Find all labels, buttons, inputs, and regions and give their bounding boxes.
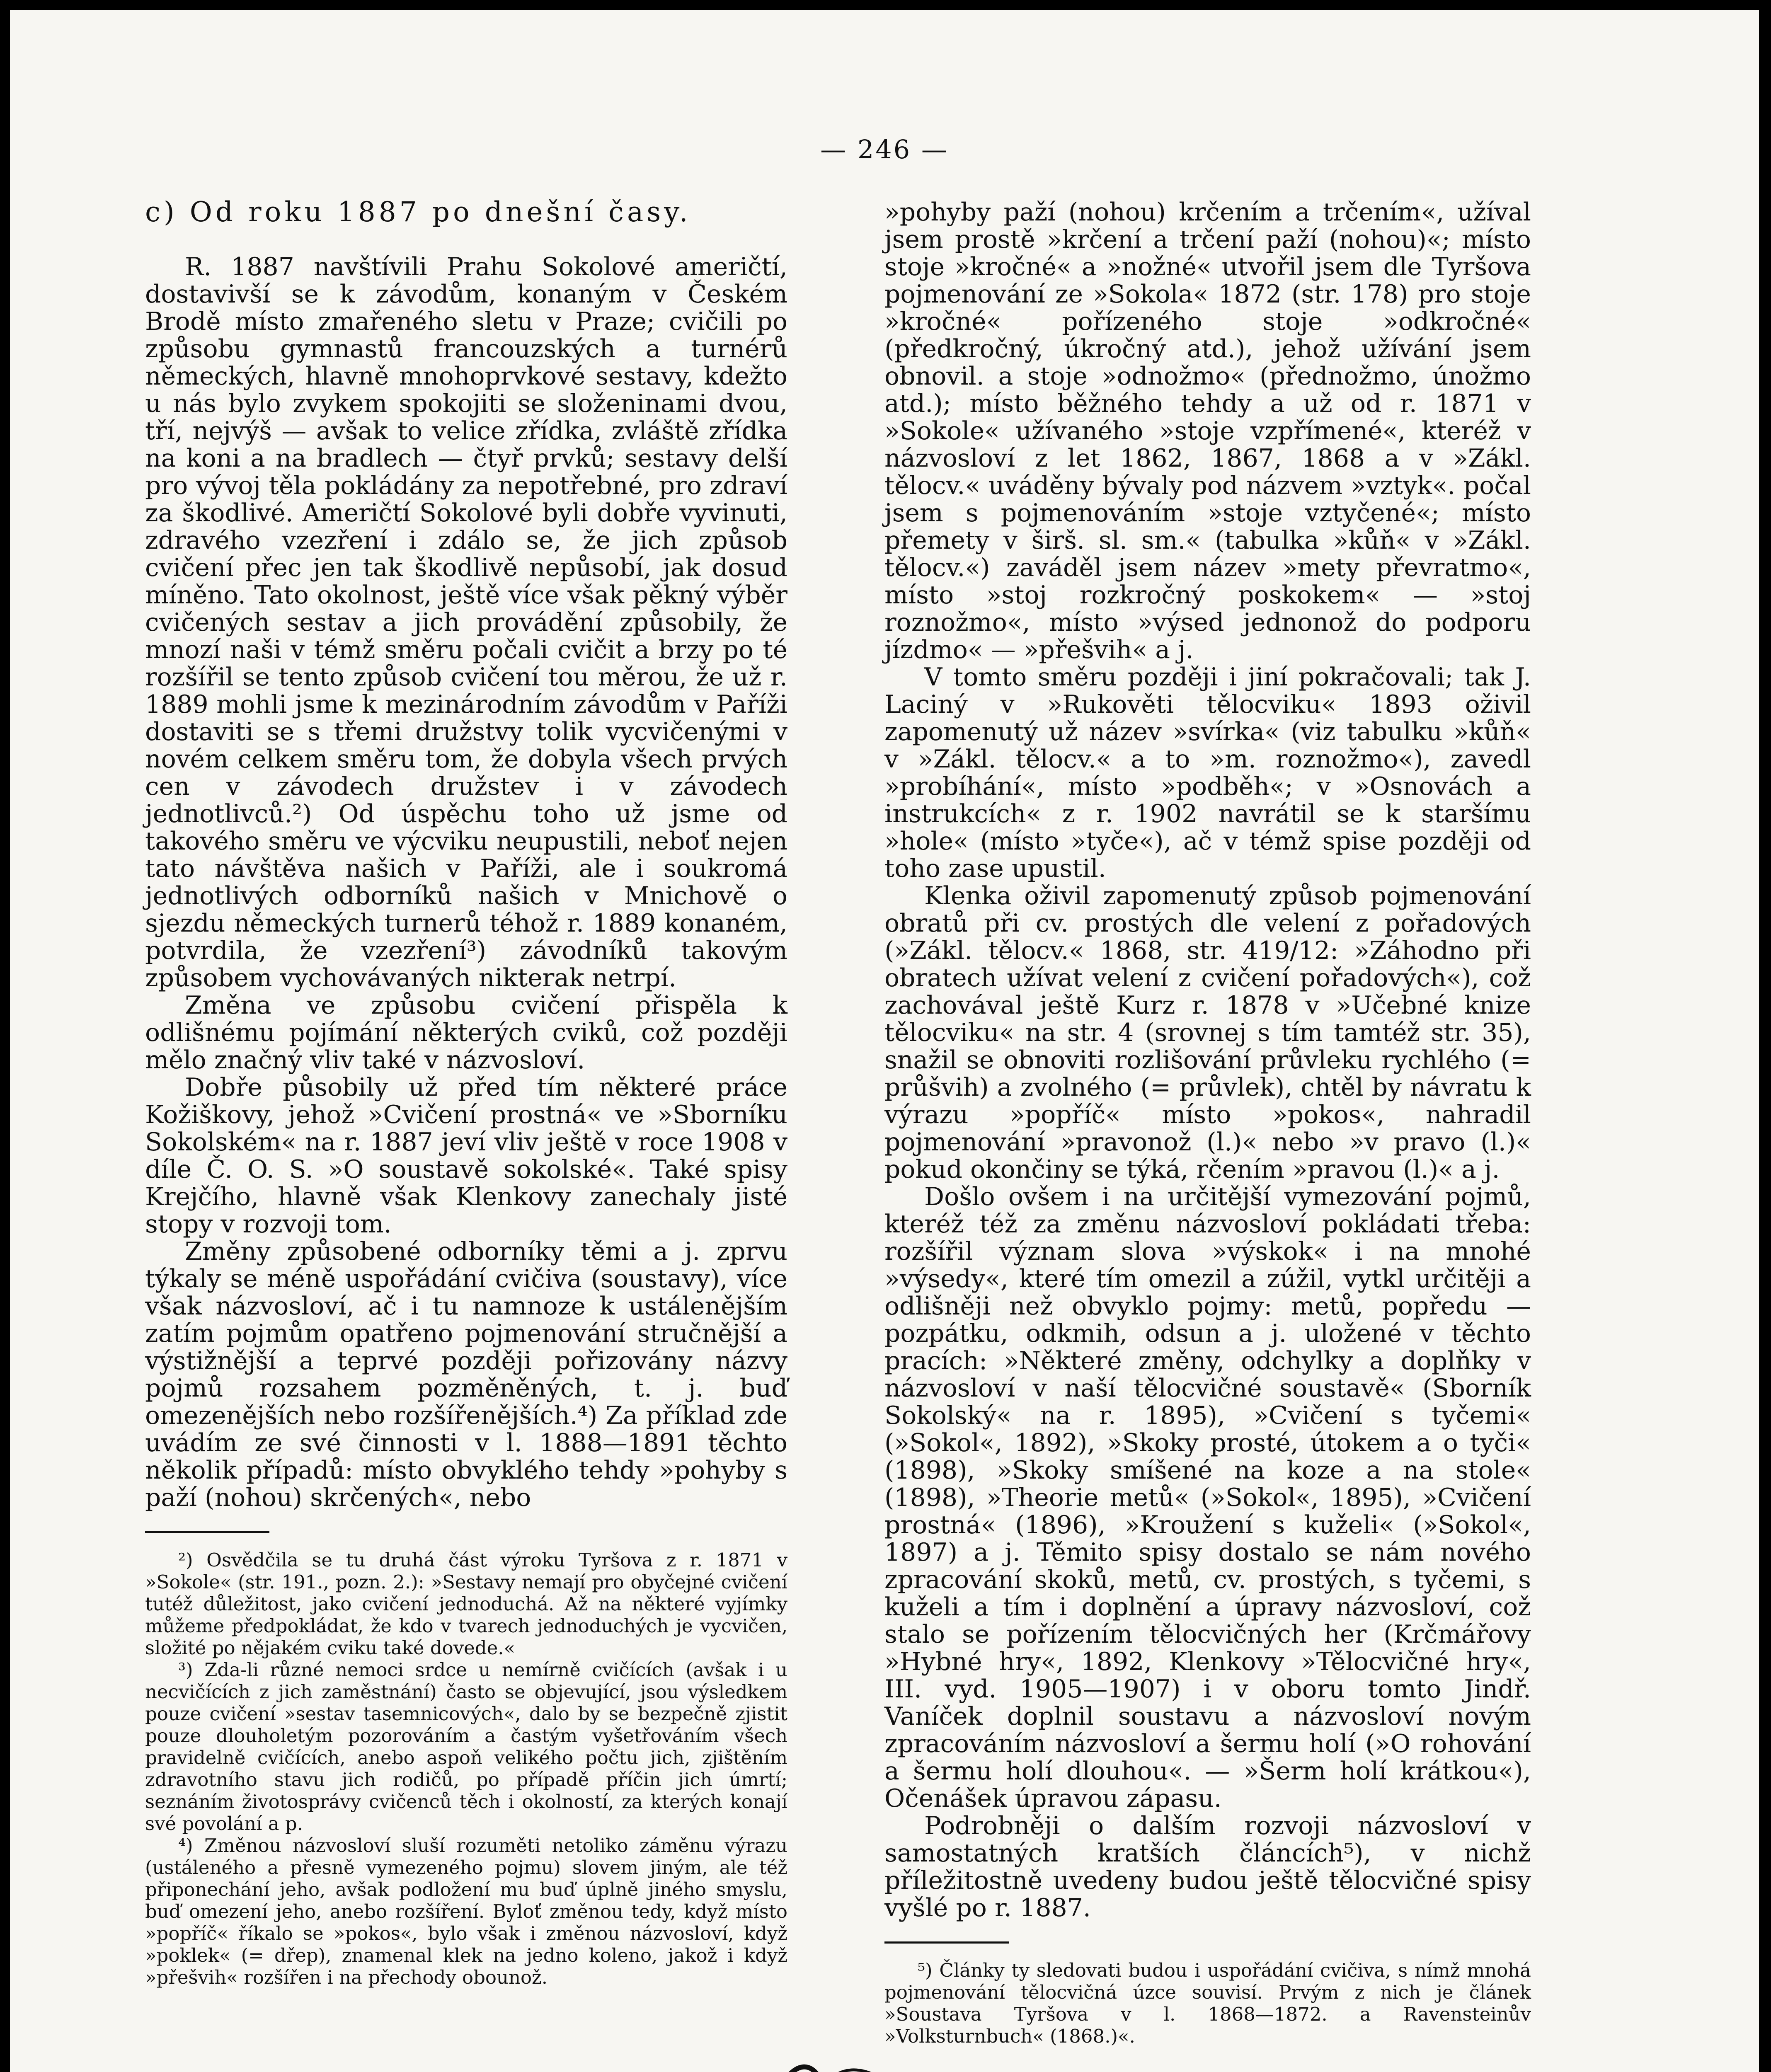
footnote: ³) Zda-li různé nemoci srdce u nemírně cvičících (avšak i u necvičících z jich zaměstnání) často se objevující, jsou výsledkem pouze cvičení »sestav tasemnicových«, dalo by se bezpečně zjistit pouze dlouholetým pozorováním a častým vyšetřováním všech pravidelně cvičících, anebo aspoň velikého počtu jich, zjištěním zdravotního stavu jich rodičů, po případě příčin jich úmrtí; seznáním životosprávy cvičenců těch i okolností, za kterých konají své povolání a p.: [145, 1659, 787, 1835]
flourish-ornament-icon: [781, 2055, 980, 2072]
paragraph: Podrobněji o dalším rozvoji názvosloví v samostatných kratších článcích⁵), v nichž příležitostně uvedeny budou ještě tělocvičné spisy vyšlé po r. 1887.: [884, 1811, 1531, 1922]
footnote: ²) Osvědčila se tu druhá část výroku Tyršova z r. 1871 v »Sokole« (str. 191., pozn. 2.): »Sestavy nemají pro obyčejné cvičení tutéž důležitost, jako cvičení jednoduchá. Až na některé vyjímky můžeme předpokládat, že kdo v tvarech jednoduchých je vycvičen, složité po nějakém cviku také dovede.«: [145, 1549, 787, 1659]
paragraph: Došlo ovšem i na určitější vymezování pojmů, kteréž též za změnu názvosloví pokládati třeba: rozšířil význam slova »výskok« i na mnohé »výsedy«, které tím omezil a zúžil, vytkl určitěji a odlišněji než obvyklo pojmy: metů, popředu — pozpátku, odkmih, odsun a j. uložené v těchto pracích: »Některé změny, odchylky a doplňky v názvosloví v naší tělocvičné soustavě« (Sborník Sokolský« na r. 1895), »Cvičení s tyčemi« (»Sokol«, 1892), »Skoky prosté, útokem a o tyči« (1898), »Skoky smíšené na koze a na stole« (1898), »Theorie metů« (»Sokol«, 1895), »Cvičení prostná« (1896), »Kroužení s kuželi« (»Sokol«, 1897) a j. Těmito spisy dostalo se nám nového zpracování skoků, metů, cv. prostých, s tyčemi, s kuželi a tím i doplnění a úpravy názvosloví, což stalo se pořízením tělocvičných her (Krčmářovy »Hybné hry«, 1892, Klenkovy »Tělocvičné hry«, III. vyd. 1905—1907) i v oboru tomto Jindř. Vaníček doplnil soustavu a názvosloví novým zpracováním názvosloví a šermu holí (»O rohování a šermu holí dlouhou«. — »Šerm holí krátkou«), Očenášek úpravou zápasu.: [884, 1182, 1531, 1813]
footnote: ⁴) Změnou názvosloví sluší rozuměti netoliko záměnu výrazu (ustáleného a přesně vymezeného pojmu) slovem jiným, ale též připonechání jeho, avšak podložení mu buď úplně jiného smyslu, buď omezení jeho, anebo rozšíření. Byloť změnou tedy, když místo »popříč« říkalo se »pokos«, bylo však i změnou názvosloví, když »poklek« (= dřep), znamenal klek na jedno koleno, jakož i když »přešvih« rozšířen i na přechody obounož.: [145, 1835, 787, 1988]
paragraph: Dobře působily už před tím některé práce Kožiškovy, jehož »Cvičení prostná« ve »Sborníku Sokolském« na r. 1887 jeví vliv ještě v roce 1908 v díle Č. O. S. »O soustavě sokolské«. Také spisy Krejčího, hlavně však Klenkovy zanechaly jisté stopy v rozvoji tom.: [145, 1073, 787, 1239]
page: [10, 10, 1759, 2072]
paragraph: »pohyby paží (nohou) krčením a trčením«, užíval jsem prostě »krčení a trčení paží (nohou)«; místo stoje »kročné« a »nožné« utvořil jsem dle Tyršova pojmenování ze »Sokola« 1872 (str. 178) pro stoje »kročné« pořízeného stoje »odkročné« (předkročný, úkročný atd.), jehož užívání jsem obnovil. a stoje »odnožmo« (přednožmo, únožmo atd.); místo běžného tehdy a už od r. 1871 v »Sokole« užívaného »stoje vzpřímené«, kteréž v názvosloví z let 1862, 1867, 1868 a v »Zákl. tělocv.« uváděny bývaly pod názvem »vztyk«. počal jsem s pojmenováním »stoje vztyčené«; místo přemety v širš. sl. sm.« (tabulka »kůň« v »Zákl. tělocv.«) zaváděl jsem název »mety převratmo«, místo »stoj rozkročný poskokem« — »stoj roznožmo«, místo »výsed jednonož do podporu jízdmo« — »přešvih« a j.: [884, 198, 1531, 664]
footnote: ⁵) Články ty sledovati budou i uspořádání cvičiva, s nímž mnohá pojmenování tělocvičná úzce souvisí. Prvým z nich je článek »Soustava Tyršova v l. 1868—1872. a Ravensteinův »Volksturnbuch« (1868.)«.: [884, 1959, 1531, 2047]
paragraph: R. 1887 navštívili Prahu Sokolové američtí, dostavivší se k závodům, konaným v Českém Brodě místo zmařeného sletu v Praze; cvičili po způsobu gymnastů francouzských a turnérů německých, hlavně mnohoprvkové sestavy, kdežto u nás bylo zvykem spokojiti se složeninami dvou, tří, nejvýš — avšak to velice zřídka, zvláště zřídka na koni a na bradlech — čtyř prvků; sestavy delší pro vývoj těla pokládány za nepotřebné, pro zdraví za škodlivé. Američtí Sokolové byli dobře vyvinuti, zdravého vzezření i zdálo se, že jich způsob cvičení přec jen tak škodlivě nepůsobí, jak dosud míněno. Tato okolnost, ještě více však pěkný výběr cvičených sestav a jich provádění způsobily, že mnozí naši v témž směru počali cvičit a brzy po té rozšířil se tento způsob cvičení tou měrou, že už r. 1889 mohli jsme k mezinárodním závodům v Paříži dostaviti se s třemi družstvy tolik vycvičenými v novém celkem směru tom, že dobyla všech prvých cen v závodech družstev i v závodech jednotlivců.²) Od úspěchu toho už jsme od takového směru ve výcviku neupustili, neboť nejen tato návštěva našich v Paříži, ale i soukromá jednotlivých odborníků našich v Mnichově o sjezdu německých turnerů téhož r. 1889 konaném, potvrdila, že vzezření³) závodníků takovým způsobem vychovávaných nikterak netrpí.: [145, 252, 787, 992]
paragraph: Změny způsobené odborníky těmi a j. zprvu týkaly se méně uspořádání cvičiva (soustavy), více však názvosloví, ač i tu namnoze k ustálenějším zatím pojmům opatřeno pojmenování stručnější a výstižnější a teprvé později pořizovány názvy pojmů rozsahem pozměněných, t. j. buď omezenějších nebo rozšířenějších.⁴) Za příklad zde uvádím ze své činnosti v l. 1888—1891 těchto několik případů: místo obvyklého tehdy »pohyby s paží (nohou) skrčených«, nebo: [145, 1237, 787, 1512]
page-number: — 246 —: [820, 134, 949, 165]
paragraph: Změna ve způsobu cvičení přispěla k odlišnému pojímání některých cviků, což později mělo značný vliv také v názvosloví.: [145, 991, 787, 1075]
footnote-rule: [145, 1531, 269, 1533]
right-column: [884, 198, 1531, 2047]
footnote-rule: [884, 1941, 1009, 1944]
paragraph: Klenka oživil zapomenutý způsob pojmenování obratů při cv. prostých dle velení z pořadových (»Zákl. tělocv.« 1868, str. 419/12: »Záhodno při obratech užívat velení z cvičení pořadových«), což zachovával ještě Kurz r. 1878 v »Učebné knize tělocviku« na str. 4 (srovnej s tím tamtéž str. 35), snažil se obnoviti rozlišování průvleku rychlého (= průšvih) a zvolného (= průvlek), chtěl by návratu k výrazu »popříč« místo »pokos«, nahradil pojmenování »pravonož (l.)« nebo »v pravo (l.)« pokud okončiny se týká, rčením »pravou (l.)« a j.: [884, 881, 1531, 1184]
left-column: [145, 198, 787, 1988]
paragraph: V tomto směru později i jiní pokračovali; tak J. Laciný v »Rukověti tělocviku« 1893 oživil zapomenutý už název »svírka« (viz tabulku »kůň« v »Zákl. tělocv.« a to »m. roznožmo«), zavedl »probíhání«, místo »podběh«; v »Osnovách a instrukcích« z r. 1902 navrátil se k staršímu »hole« (místo »tyče«), ač v témž spise později od toho zase upustil.: [884, 663, 1531, 883]
section-heading: c) Od roku 1887 po dnešní časy.: [145, 196, 691, 228]
